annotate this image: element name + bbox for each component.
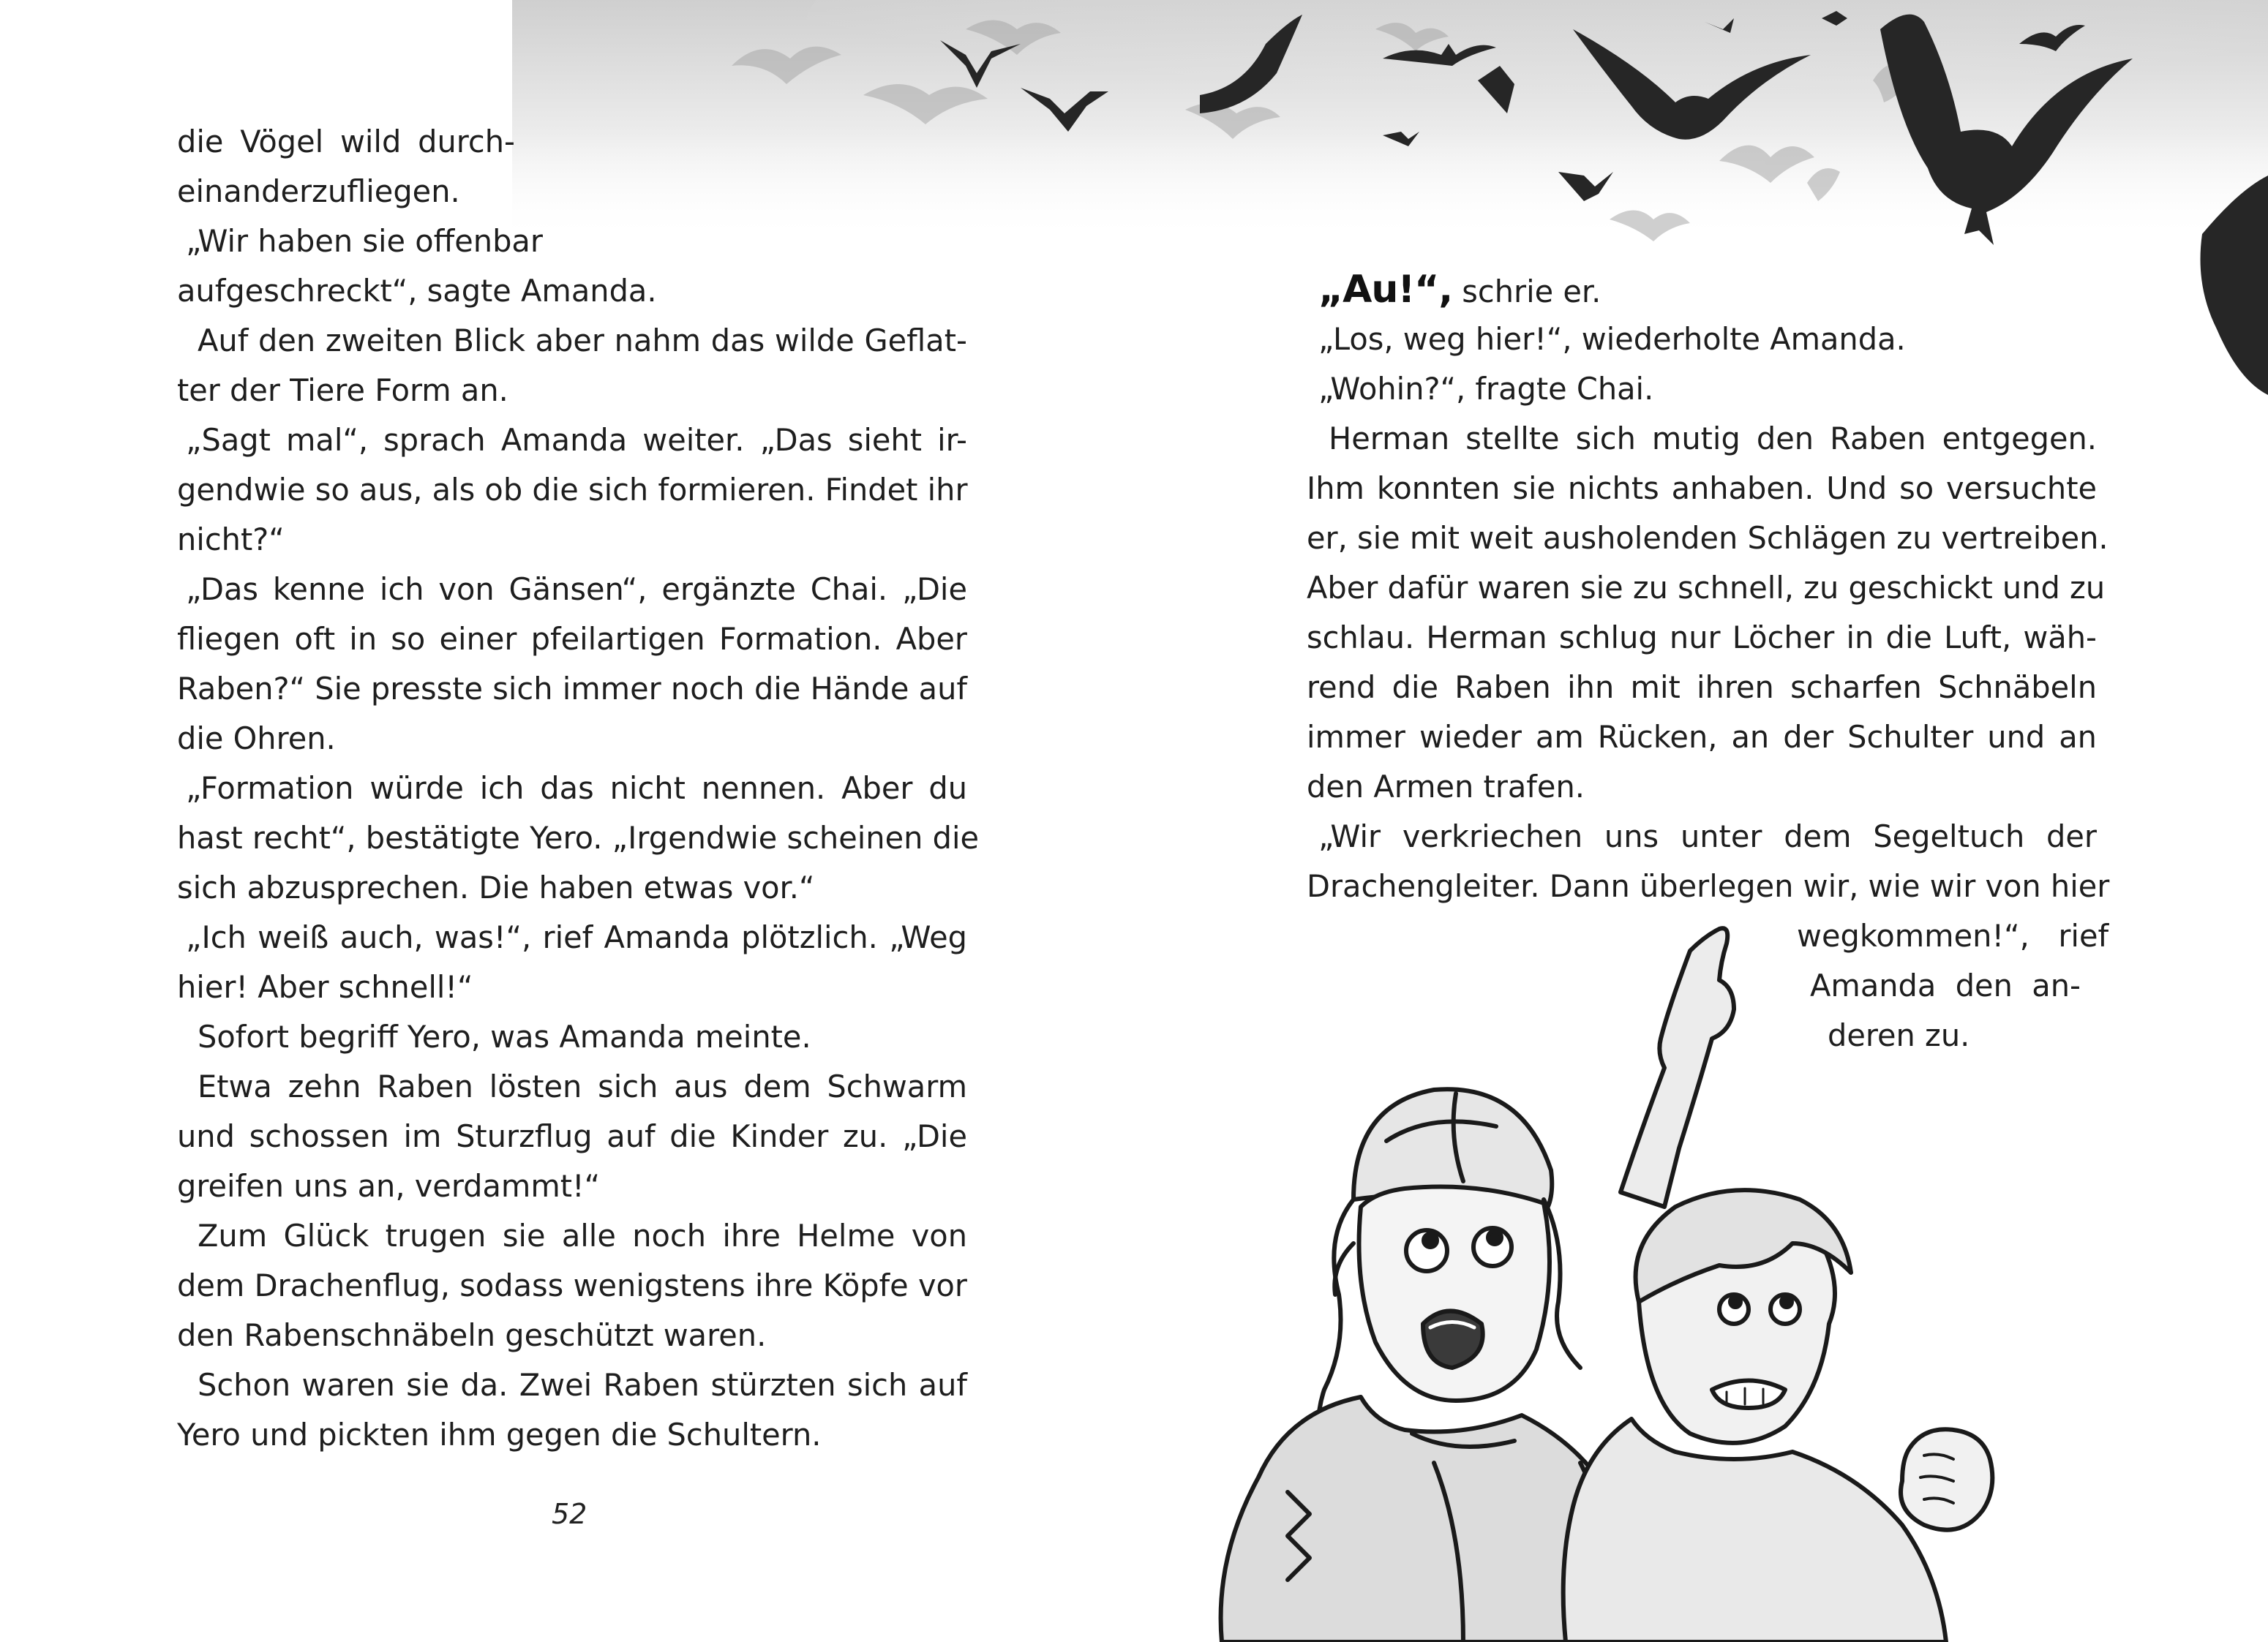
text-line: rend die Raben ihn mit ihren scharfen Schnäbeln: [1307, 669, 2097, 705]
text-line: „Wir verkriechen uns unter dem Segeltuch der: [1318, 818, 2097, 854]
text-line: sich abzusprechen. Die haben etwas vor.“: [177, 870, 815, 905]
text-line-narrow: deren zu.: [1828, 1017, 1970, 1053]
text-line: Etwa zehn Raben lösten sich aus dem Schwarm: [198, 1069, 967, 1104]
text-line: „Sagt mal“, sprach Amanda weiter. „Das sieht ir-: [186, 422, 967, 458]
text-line: Sofort begriff Yero, was Amanda meinte.: [198, 1019, 811, 1055]
text-line-narrow: Amanda den an-: [1810, 968, 2081, 1003]
text-line: einanderzufliegen.: [177, 173, 460, 209]
text-line: aufgeschreckt“, sagte Amanda.: [177, 273, 657, 309]
text-line: „Das kenne ich von Gänsen“, ergänzte Chai. „Die: [186, 571, 967, 607]
text-line: Zum Glück trugen sie alle noch ihre Helme von: [198, 1218, 967, 1254]
text-line: immer wieder am Rücken, an der Schulter und an: [1307, 719, 2097, 755]
text-line: ter der Tiere Form an.: [177, 372, 508, 408]
text-line: dem Drachenflug, sodass wenigstens ihre Köpfe vor: [177, 1268, 967, 1303]
text-line: hast recht“, bestätigte Yero. „Irgendwie scheinen die: [177, 820, 980, 856]
text-line: Herman stellte sich mutig den Raben entgegen.: [1329, 421, 2097, 456]
left-page-text: [177, 117, 980, 1460]
exclamation-au: „Au!“,: [1318, 268, 1453, 312]
text-line-narrow: wegkommen!“, rief: [1797, 918, 2109, 954]
text-line: „Ich weiß auch, was!“, rief Amanda plötzlich. „Weg: [186, 919, 967, 955]
text-line: nicht?“: [177, 521, 285, 557]
text-line: er, sie mit weit ausholenden Schlägen zu vertreiben.: [1307, 520, 2109, 556]
text-line: und schossen im Sturzflug auf die Kinder zu. „Die: [177, 1118, 967, 1154]
text-line: schlau. Herman schlug nur Löcher in die Luft, wäh-: [1307, 619, 2097, 655]
text-line: den Rabenschnäbeln geschützt waren.: [177, 1317, 767, 1353]
text-line: hier! Aber schnell!“: [177, 969, 473, 1005]
right-page-text: [1307, 265, 2110, 1061]
text-line: Drachengleiter. Dann überlegen wir, wie wir von hier: [1307, 868, 2110, 904]
text-line: die Vögel wild durch-: [177, 124, 515, 159]
text-line: „Los, weg hier!“, wiederholte Amanda.: [1318, 321, 1906, 357]
text-line: den Armen trafen.: [1307, 769, 1585, 805]
text-line: Ihm konnten sie nichts anhaben. Und so versuchte: [1307, 470, 2097, 506]
text-line: Schon waren sie da. Zwei Raben stürzten sich auf: [198, 1367, 967, 1403]
text-line: Yero und pickten ihm gegen die Schultern.: [177, 1417, 822, 1453]
text-line: Auf den zweiten Blick aber nahm das wilde Geflat-: [198, 323, 967, 358]
exclamation-line: [1307, 265, 2097, 315]
text-line: fliegen oft in so einer pfeilartigen Formation. Aber: [177, 621, 967, 657]
text-line: greifen uns an, verdammt!“: [177, 1168, 601, 1204]
exclamation-tail: schrie er.: [1462, 274, 1602, 309]
text-line: Raben?“ Sie presste sich immer noch die Hände auf: [177, 671, 967, 707]
text-line: „Wohin?“, fragte Chai.: [1318, 371, 1654, 407]
text-line: Aber dafür waren sie zu schnell, zu geschickt und zu: [1307, 570, 2106, 606]
text-line: gendwie so aus, als ob die sich formieren. Findet ihr: [177, 472, 968, 508]
text-line: „Wir haben sie offenbar: [186, 223, 543, 259]
text-line: „Formation würde ich das nicht nennen. Aber du: [186, 770, 967, 806]
page-number: 52: [552, 1498, 587, 1530]
text-line: die Ohren.: [177, 720, 336, 756]
